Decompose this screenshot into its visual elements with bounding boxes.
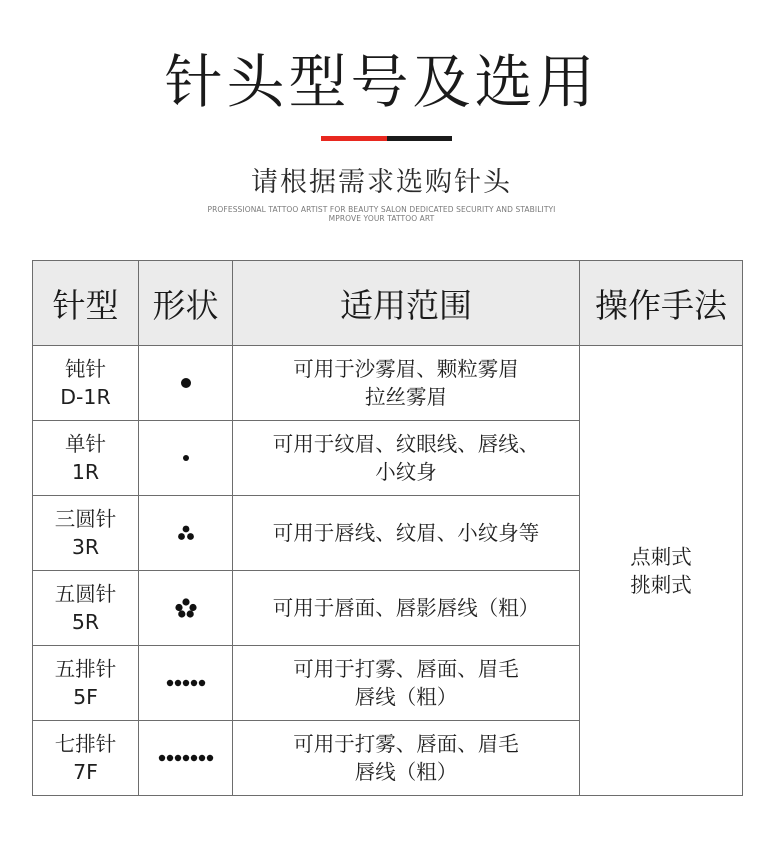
large-dot-icon: [139, 378, 232, 388]
usage-cell: [233, 646, 580, 721]
header-technique: 操作手法: [580, 261, 743, 346]
header-shape: 形状: [139, 261, 233, 346]
three-dot-cluster-icon: [139, 525, 232, 541]
needle-type-cell: [33, 421, 139, 496]
shape-cell: [139, 721, 233, 796]
header-needle-type: 针型: [33, 261, 139, 346]
needle-spec-table: [32, 260, 743, 796]
shape-cell: [139, 421, 233, 496]
needle-type-name: 三圆针: [54, 507, 117, 531]
accent-red-segment: [321, 136, 387, 141]
shape-cell: [139, 646, 233, 721]
usage-line: 可用于纹眉、纹眼线、唇线、: [272, 432, 540, 456]
shape-cell: [139, 571, 233, 646]
usage-cell: [233, 721, 580, 796]
accent-black-segment: [387, 136, 452, 141]
usage-line: 可用于唇面、唇影唇线（粗）: [272, 596, 540, 620]
english-tagline-line1: PROFESSIONAL TATTOO ARTIST FOR BEAUTY SALON DEDICATED SECURITY AND STABILITYI: [207, 205, 556, 214]
usage-cell: [233, 421, 580, 496]
technique-cell: [580, 346, 743, 796]
english-tagline-line2: MPROVE YOUR TATTOO ART: [328, 214, 435, 223]
needle-type-code: 5F: [73, 685, 98, 709]
needle-type-code: 7F: [73, 760, 98, 784]
usage-line: 小纹身: [375, 460, 437, 484]
small-dot-icon: [139, 455, 232, 461]
needle-type-cell: [33, 646, 139, 721]
usage-line: 可用于打雾、唇面、眉毛: [293, 732, 519, 756]
seven-dot-row-icon: [139, 754, 232, 762]
needle-type-name: 五排针: [54, 657, 117, 681]
usage-cell: [233, 496, 580, 571]
usage-line: 拉丝雾眉: [365, 385, 447, 409]
technique-line: 挑刺式: [630, 572, 692, 597]
needle-type-name: 单针: [65, 432, 106, 456]
english-tagline: [180, 205, 583, 223]
needle-type-name: 七排针: [54, 732, 117, 756]
page-subtitle: 请根据需求选购针头: [251, 167, 512, 198]
usage-cell: [233, 571, 580, 646]
needle-type-name: 五圆针: [54, 582, 117, 606]
needle-type-cell: [33, 346, 139, 421]
needle-type-name: 钝针: [65, 357, 106, 381]
shape-cell: [139, 496, 233, 571]
needle-type-cell: [33, 496, 139, 571]
table-header-row: [33, 261, 743, 346]
title-accent-bar: [321, 136, 452, 141]
usage-line: 唇线（粗）: [354, 685, 458, 709]
usage-line: 唇线（粗）: [354, 760, 458, 784]
five-dot-cluster-icon: [139, 598, 232, 618]
usage-line: 可用于沙雾眉、颗粒雾眉: [293, 357, 519, 381]
five-dot-row-icon: [139, 679, 232, 687]
page-title: 针头型号及选用: [164, 48, 599, 116]
header-usage: 适用范围: [233, 261, 580, 346]
shape-cell: [139, 346, 233, 421]
table-row: [33, 346, 743, 421]
usage-line: 可用于打雾、唇面、眉毛: [293, 657, 519, 681]
technique-line: 点刺式: [630, 544, 692, 569]
needle-type-code: 3R: [71, 535, 100, 559]
needle-type-cell: [33, 721, 139, 796]
usage-cell: [233, 346, 580, 421]
usage-line: 可用于唇线、纹眉、小纹身等: [272, 521, 540, 545]
needle-type-code: 1R: [71, 460, 100, 484]
needle-type-code: D-1R: [60, 385, 111, 409]
needle-type-code: 5R: [71, 610, 100, 634]
needle-type-cell: [33, 571, 139, 646]
